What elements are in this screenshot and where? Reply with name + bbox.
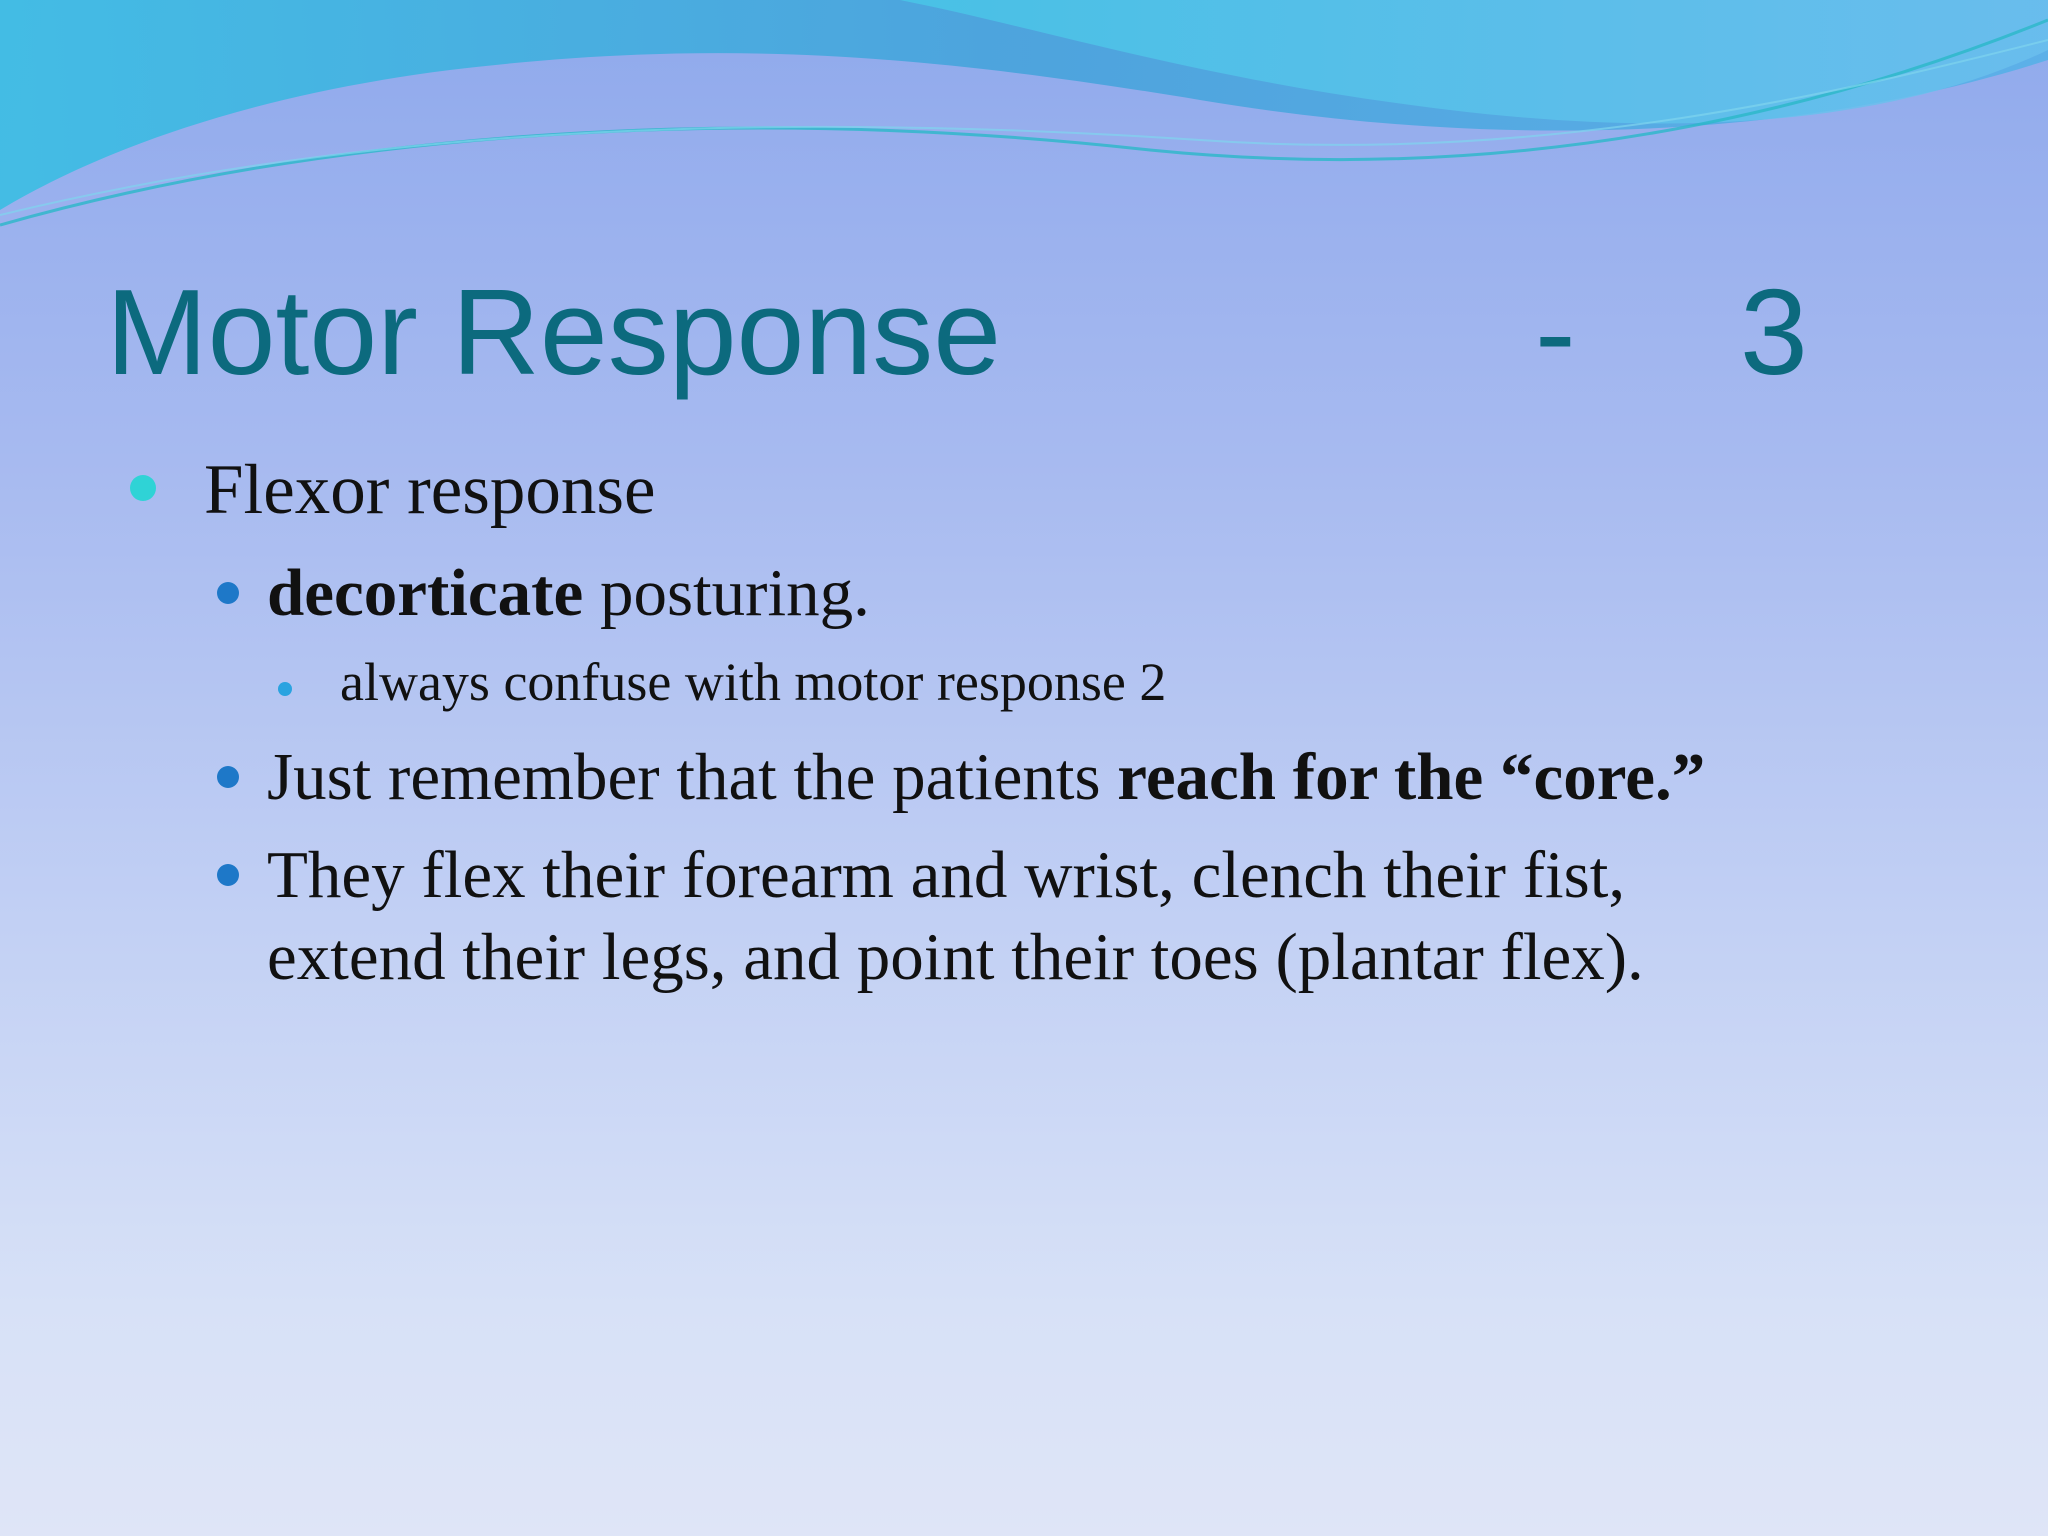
bullet-level1-icon (130, 475, 156, 501)
list-item-bold-text: reach for the “core.” (1117, 740, 1706, 814)
slide-title: Motor Response (106, 264, 1002, 400)
list-item-text: posturing. (583, 556, 870, 630)
list-item-text: always confuse with motor response 2 (340, 652, 1167, 712)
slide-title-dash: - (1535, 264, 1576, 400)
list-item-decorticate-posturing (267, 552, 870, 634)
slide-title-number: 3 (1740, 264, 1808, 400)
list-item-text: Flexor response (204, 451, 656, 529)
list-item-reach-for-core (267, 736, 1705, 818)
list-item-always-confuse (340, 650, 1166, 714)
list-item-bold-text: decorticate (267, 556, 584, 630)
bullet-level2-icon (217, 864, 239, 886)
list-item-they-flex (267, 834, 1644, 998)
header-wave-decoration (0, 0, 2048, 240)
list-item-flexor-response (204, 448, 656, 532)
bullet-level2-icon (217, 582, 239, 604)
list-item-text-line1: They flex their forearm and wrist, clench their fist, (267, 838, 1626, 912)
bullet-level2-icon (217, 766, 239, 788)
bullet-level3-icon (278, 682, 292, 696)
list-item-text-line2: extend their legs, and point their toes (plantar flex). (267, 920, 1644, 994)
list-item-text: Just remember that the patients (267, 740, 1118, 814)
